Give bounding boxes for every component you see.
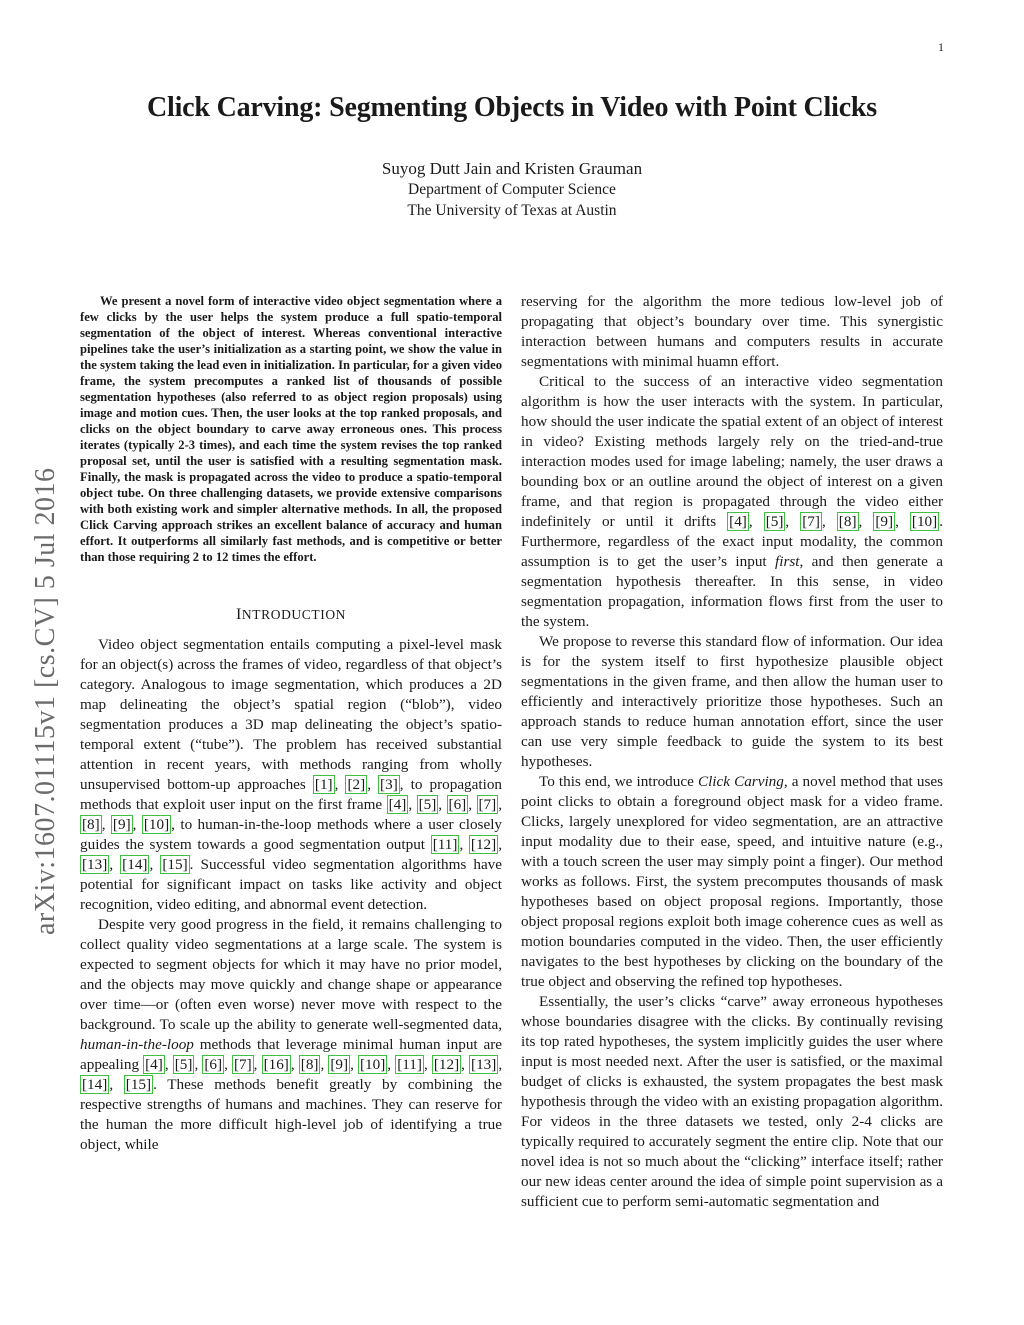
citation-link[interactable]: [12]: [470, 836, 497, 853]
citation-link[interactable]: [4]: [388, 796, 407, 813]
paragraph: Despite very good progress in the field, it remains challenging to collect quality video segmentations at a large scale. The system is expected to segment objects for which it may have no prior model, and the objects may move quickly and change shape or appearance over time—or (often even worse) never move with respect to the background. To scale up the ability to generate well-segmented data, human-in-the-loop methods that leverage minimal human input are appealing [4] , [5] , [6] , [7] , [16] , [8] , [9] , [10] , [11] , [12] , [13] , [14] , [15] . These methods benefit greatly by combining the respective strengths of humans and machines. They can reserve for the human the more difficult high-level job of identifying a true object, while: [80, 916, 503, 1153]
citation-link[interactable]: [8]: [82, 816, 100, 833]
section-heading-introduction: INTRODUCTION: [235, 606, 347, 623]
paragraph: Essentially, the user’s clicks “carve” away erroneous hypotheses whose boundaries disagree with the clicks. By continually revising its top rated hypotheses, the system implicitly guides the user where input is most needed next. After the user is satisfied, or the maximal budget of clicks is exhausted, the system propagates the best mask hypothesis through the video with an existing propagation algorithm. For videos in the three datasets we tested, only 2-4 clicks are typically required to accurately segment the entire clip. Note that our novel idea is not so much about the “clicking” interface itself; rather our new ideas center around the idea of simple point supervision as a sufficient cue to perform semi-automatic segmentation and: [521, 993, 943, 1210]
citation-link[interactable]: [13]: [82, 856, 108, 873]
right-column: [521, 292, 943, 1212]
citation-link[interactable]: [15]: [125, 1076, 152, 1093]
citation-link[interactable]: [2]: [347, 776, 366, 793]
paragraph: Critical to the success of an interactive video segmentation algorithm is how the user interacts with the system. In particular, how should the user indicate the spatial extent of an object of interest in video? Existing methods largely rely on the tried-and-true interaction modes used for image labeling; namely, the user draws a bounding box or an outline around the object of interest on a given frame, and that region is propagated through the video either indefinitely or until it drifts [4] , [5] , [7] , [8] , [9] , [10] . Furthermore, regardless of the exact input modality, the common assumption is to get the user’s input first, and then generate a segmentation hypothesis thereafter. In this sense, in video segmentation propagation, information flows first from the user to the system.: [521, 373, 943, 630]
citation-link[interactable]: [7]: [802, 513, 820, 530]
citation-link[interactable]: [5]: [418, 796, 437, 813]
citation-link[interactable]: [15]: [162, 856, 188, 873]
author-block: [0, 158, 1024, 221]
emphasis-text: Click Carving: [697, 773, 784, 790]
citation-link[interactable]: [8]: [838, 513, 857, 530]
emphasis-text: human-in-the-loop: [80, 1036, 194, 1053]
citation-link[interactable]: [14]: [122, 856, 148, 873]
citation-link[interactable]: [9]: [875, 513, 894, 530]
abstract: [80, 292, 502, 565]
citation-link[interactable]: [9]: [330, 1056, 349, 1073]
citation-link[interactable]: [7]: [233, 1056, 252, 1073]
citation-link[interactable]: [16]: [263, 1056, 289, 1073]
citation-link[interactable]: [10]: [359, 1056, 386, 1073]
citation-link[interactable]: [4]: [145, 1056, 163, 1073]
affiliation-department: Department of Computer Science: [408, 181, 616, 198]
citation-link[interactable]: [11]: [432, 836, 458, 853]
paper-title: Click Carving: Segmenting Objects in Video with Point Clicks: [146, 92, 877, 123]
citation-link[interactable]: [6]: [448, 796, 467, 813]
paragraph: reserving for the algorithm the more tedious low-level job of propagating that object’s boundary over time. This synergistic interaction between humans and computers results in accurate segmentations with minimal huamn effort.: [521, 293, 943, 370]
paragraph: To this end, we introduce Click Carving, a novel method that uses point clicks to obtain a foreground object mask for a video frame. Clicks, largely unexplored for video segmentation, are an attractive input modality due to their ease, speed, and intuitive nature (e.g., with a touch screen the user may simply point a finger). Our method works as follows. First, the system precomputes thousands of mask hypotheses based on object proposal regions. Importantly, those object proposal regions exploit both image coherence cues as well as motion boundaries computed in the video. Then, the user efficiently navigates to the best hypotheses by clicking on the boundary of the true object and observing the refined top hypotheses.: [521, 773, 944, 990]
citation-link[interactable]: [13]: [471, 1056, 497, 1073]
citation-link[interactable]: [6]: [204, 1056, 223, 1073]
emphasis-text: first: [775, 553, 800, 570]
citation-link[interactable]: [7]: [478, 796, 497, 813]
citation-link[interactable]: [4]: [729, 513, 747, 530]
paragraph: Video object segmentation entails computing a pixel-level mask for an object(s) across the frames of video, regardless of that object’s category. Analogous to image segmentation, which produces a 2D map delineating the object’s spatial region (“blob”), video segmentation produces a 3D map delineating the object’s spatio-temporal extent (“tube”). The problem has received substantial attention in recent years, with methods ranging from wholly unsupervised bottom-up approaches [1] , [2] , [3] , to propagation methods that exploit user input on the first frame [4] , [5] , [6] , [7] , [8] , [9] , [10] , to human-in-the-loop methods where a user closely guides the system towards a good segmentation output [11] , [12] , [13] , [14] , [15] . Successful video segmentation algorithms have potential for significant impact on tasks like activity and object recognition, video editing, and abnormal event detection.: [80, 636, 503, 913]
citation-link[interactable]: [14]: [82, 1076, 108, 1093]
citation-link[interactable]: [11]: [397, 1056, 422, 1073]
citation-link[interactable]: [3]: [380, 776, 398, 793]
citation-link[interactable]: [10]: [911, 513, 938, 530]
citation-link[interactable]: [5]: [765, 513, 784, 530]
paragraph: We propose to reverse this standard flow of information. Our idea is for the system itself to first hypothesize plausible object segmentations in the given frame, and then allow the human user to efficiently and interactively prioritize those hypotheses. Such an approach stands to reduce human annotation effort, since the user can use very simple feedback to guide the system to its best hypotheses.: [521, 633, 943, 770]
citation-link[interactable]: [1]: [314, 776, 333, 793]
citation-link[interactable]: [8]: [300, 1056, 319, 1073]
citation-link[interactable]: [5]: [174, 1056, 193, 1073]
author-names: Suyog Dutt Jain and Kristen Grauman: [381, 159, 643, 178]
page-number: 1: [938, 40, 944, 54]
affiliation-university: The University of Texas at Austin: [407, 202, 617, 219]
left-column: [80, 292, 502, 1155]
citation-link[interactable]: [10]: [143, 816, 170, 833]
abstract-text: We present a novel form of interactive video object segmentation where a few clicks by the user helps the system produce a full spatio-temporal segmentation of the object of interest. Whereas conventional interactive pipelines take the user’s initialization as a starting point, we show the value in the system taking the lead even in initialization. In particular, for a given video frame, the system precomputes a ranked list of thousands of possible segmentation hypotheses (also referred to as object region proposals) using image and motion cues. Then, the user looks at the top ranked proposals, and clicks on the object boundary to carve away erroneous ones. This process iterates (typically 2-3 times), and each time the system revises the top ranked proposal set, until the user is satisfied with a resulting segmentation mask. Finally, the mask is propagated across the video to produce a spatio-temporal object tube. On three challenging datasets, we provide extensive comparisons with both existing work and simpler alternative methods. In all, the proposed Click Carving approach strikes an excellent balance of accuracy and human effort. It outperforms all similarly fast methods, and is competitive or better than those requiring 2 to 12 times the effort.: [80, 294, 502, 564]
citation-link[interactable]: [9]: [112, 816, 131, 833]
citation-link[interactable]: [12]: [433, 1056, 460, 1073]
arxiv-identifier-stamp: arXiv:1607.01115v1 [cs.CV] 5 Jul 2016: [30, 467, 61, 935]
